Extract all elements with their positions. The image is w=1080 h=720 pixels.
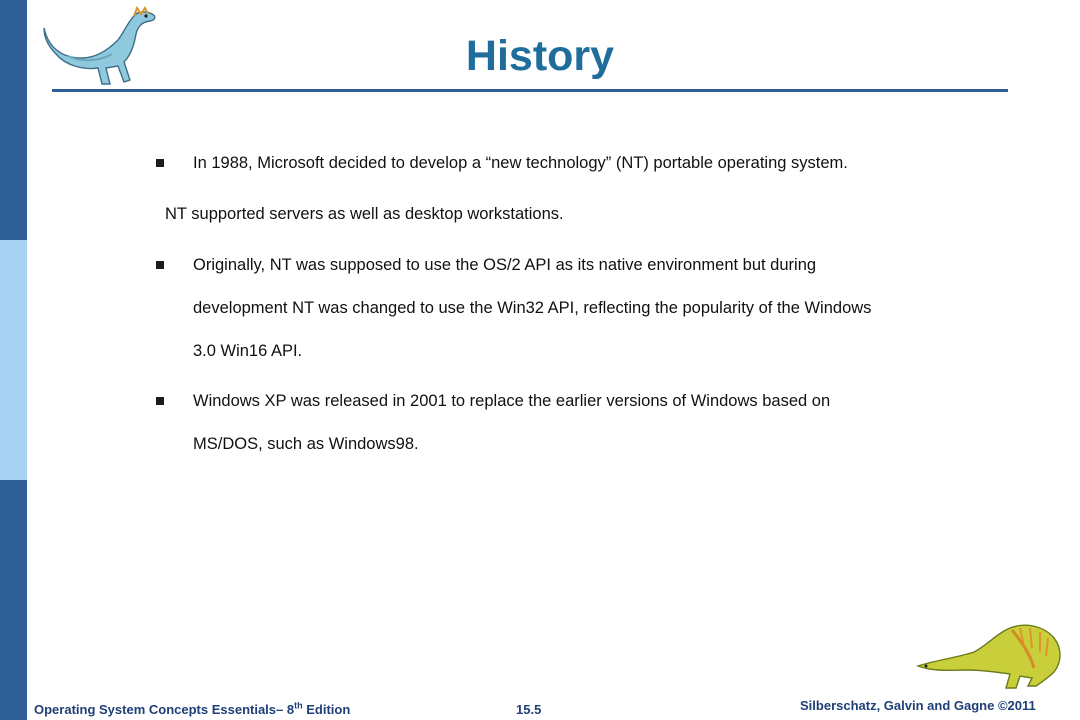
bullet-marker — [156, 261, 164, 269]
bullet-1-line-1: In 1988, Microsoft decided to develop a “new technology” (NT) portable operating system. — [193, 154, 848, 172]
dinosaur-icon — [916, 616, 1066, 694]
bullet-2-line-2: development NT was changed to use the Win32 API, reflecting the popularity of the Windows — [193, 299, 872, 317]
bullet-1-note: NT supported servers as well as desktop workstations. — [165, 205, 564, 223]
bullet-2-line-1: Originally, NT was supposed to use the OS/2 API as its native environment but during — [193, 256, 817, 274]
bullet-marker — [156, 159, 164, 167]
footer-book-superscript: th — [294, 700, 303, 711]
footer-copyright: Silberschatz, Galvin and Gagne ©2011 — [800, 698, 1036, 713]
left-sidebar-accent — [0, 240, 27, 480]
bullet-3-line-1: Windows XP was released in 2001 to replace the earlier versions of Windows based on — [193, 392, 831, 410]
bullet-marker — [156, 397, 164, 405]
slide-title: History — [465, 32, 615, 80]
page-number: 15.5 — [516, 702, 542, 717]
footer-book-prefix: Operating System Concepts Essentials– 8 — [34, 702, 295, 717]
bullet-3-line-2: MS/DOS, such as Windows98. — [193, 435, 419, 453]
bullet-2-line-3: 3.0 Win16 API. — [193, 342, 303, 360]
footer-book-suffix: Edition — [302, 702, 351, 717]
title-underline — [52, 89, 1008, 92]
footer-book-title — [34, 702, 350, 717]
